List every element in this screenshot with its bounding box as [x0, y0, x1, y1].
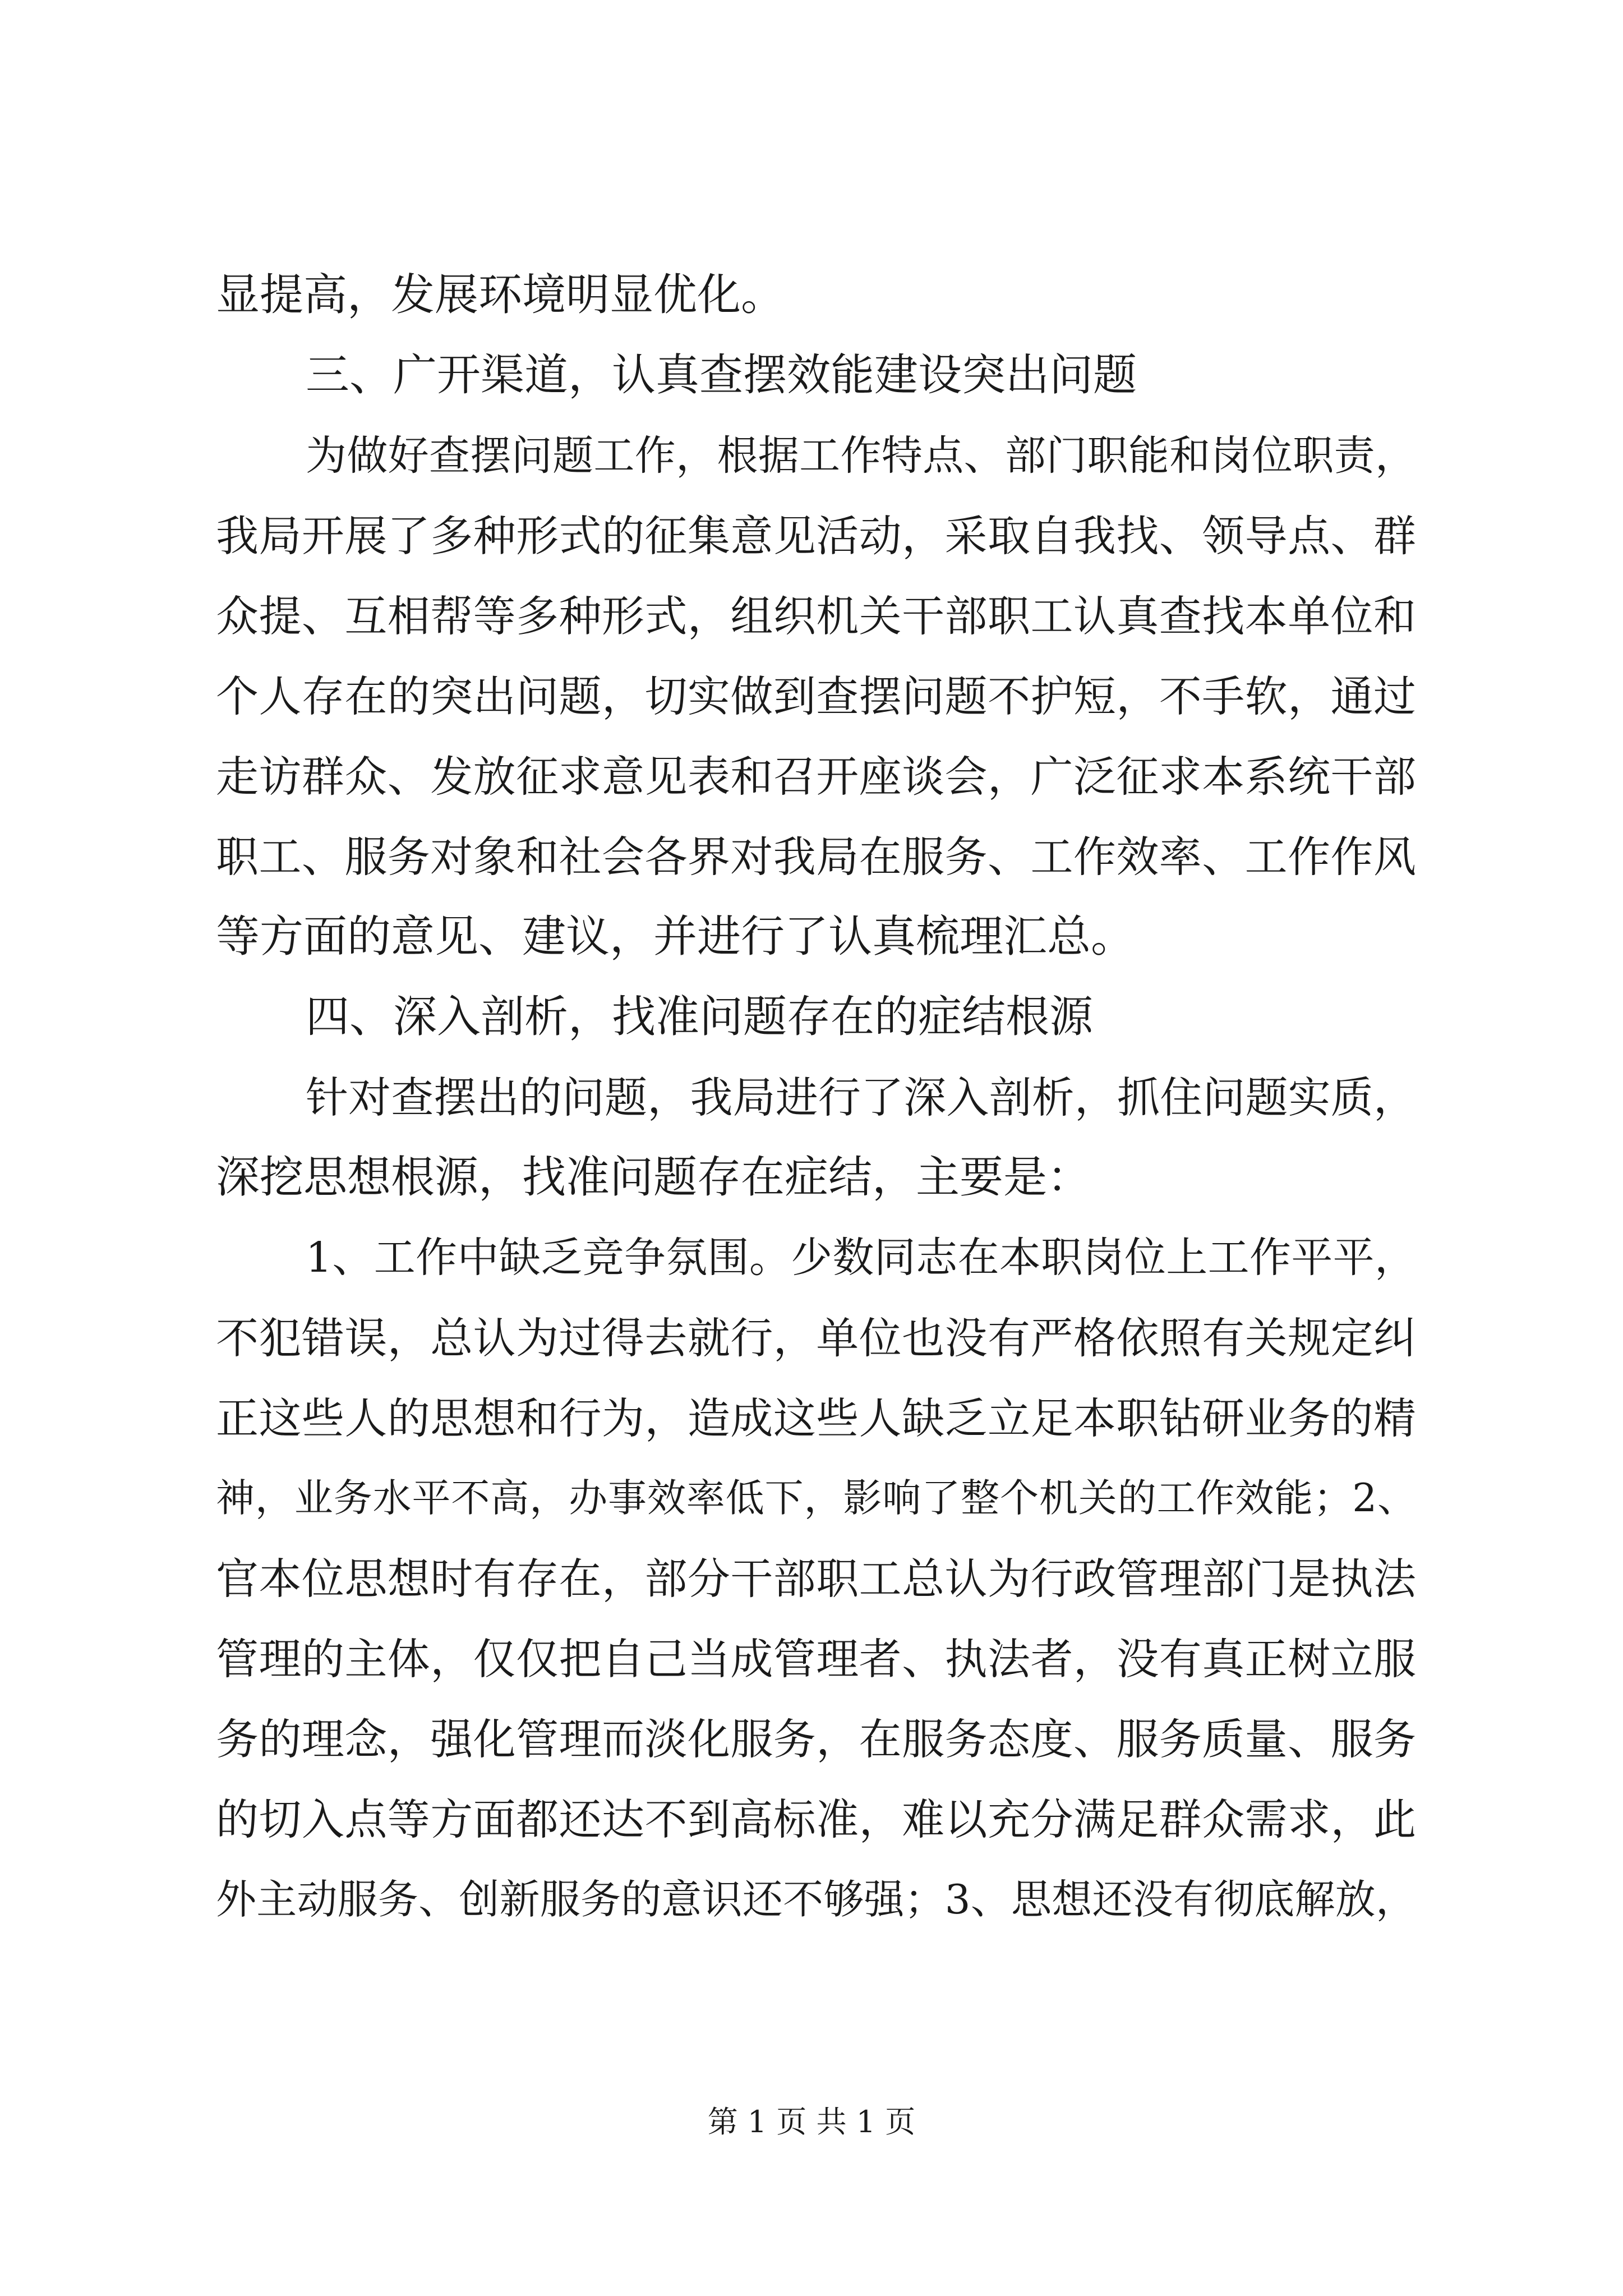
text-line: 显提高，发展环境明显优化。 [216, 270, 785, 320]
text-line: 为做好查摆问题工作，根据工作特点、部门职能和岗位职责， [306, 432, 1416, 480]
page-footer: 第 1 页 共 1 页 [707, 2104, 916, 2139]
text-line: 个人存在的突出问题，切实做到查摆问题不护短，不手软，通过 [216, 671, 1416, 721]
text-line: 深挖思想根源，找准问题存在症结，主要是： [216, 1152, 1091, 1203]
text-line: 我局开展了多种形式的征集意见活动，采取自我找、领导点、群 [216, 511, 1416, 561]
text-line: 外主动服务、创新服务的意识还不够强；3、思想还没有彻底解放， [216, 1876, 1416, 1923]
text-line: 神，业务水平不高，办事效率低下，影响了整个机关的工作效能；2、 [216, 1476, 1416, 1521]
text-line: 1、工作中缺乏竞争氛围。少数同志在本职岗位上工作平平， [306, 1234, 1416, 1282]
text-line: 职工、服务对象和社会各界对我局在服务、工作效率、工作作风 [216, 832, 1416, 882]
text-line: 众提、互相帮等多种形式，组织机关干部职工认真查找本单位和 [216, 591, 1416, 641]
document-body [216, 255, 1416, 1940]
text-line: 三、广开渠道，认真查摆效能建设突出问题 [306, 350, 1137, 401]
text-line: 管理的主体，仅仅把自己当成管理者、执法者，没有真正树立服 [216, 1634, 1416, 1684]
text-line: 的切入点等方面都还达不到高标准，难以充分满足群众需求，此 [216, 1795, 1416, 1844]
text-line: 官本位思想时有存在，部分干部职工总认为行政管理部门是执法 [216, 1554, 1416, 1604]
text-line: 针对查摆出的问题，我局进行了深入剖析，抓住问题实质， [306, 1073, 1416, 1122]
text-line: 不犯错误，总认为过得去就行，单位也没有严格依照有关规定纠 [216, 1313, 1416, 1363]
text-line: 正这些人的思想和行为，造成这些人缺乏立足本职钻研业务的精 [216, 1393, 1416, 1443]
text-line: 等方面的意见、建议，并进行了认真梳理汇总。 [216, 912, 1135, 962]
text-line: 务的理念，强化管理而淡化服务，在服务态度、服务质量、服务 [216, 1714, 1416, 1764]
text-line: 走访群众、发放征求意见表和召开座谈会，广泛征求本系统干部 [216, 752, 1416, 802]
text-line: 四、深入剖析，找准问题存在的症结根源 [306, 992, 1094, 1042]
